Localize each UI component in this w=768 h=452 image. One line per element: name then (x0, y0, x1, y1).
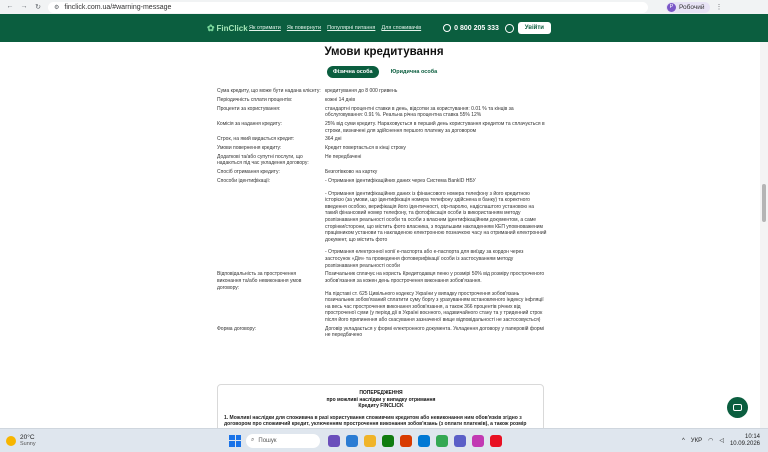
terms-row (217, 326, 547, 339)
tab-individual[interactable]: Фізична особа (327, 66, 379, 78)
search-icon: ⌕ (251, 437, 255, 443)
term-value: Безготівково на картку (325, 169, 378, 176)
tab-legal-entity[interactable]: Юридична особа (390, 69, 438, 75)
warning-subtitle: про можливі наслідки у випадку отримання (326, 396, 436, 403)
clock-date: 10.09.2026 (729, 440, 760, 447)
terms-row (217, 88, 547, 95)
page-title: Умови кредитування (324, 46, 444, 58)
term-label: Умови повернення кредиту: (217, 145, 282, 152)
address-url: finclick.com.ua/#warning-message (64, 3, 172, 11)
language-indicator[interactable]: УКР (690, 437, 703, 444)
app-icon[interactable] (490, 435, 502, 447)
sun-icon (6, 436, 16, 446)
back-icon[interactable]: ← (6, 3, 14, 10)
terms-row (217, 136, 547, 143)
term-label: Періодичність сплати процентів: (217, 96, 293, 103)
main-menu (249, 25, 421, 31)
folder-icon[interactable] (364, 435, 376, 447)
login-button[interactable]: Увійти (518, 22, 551, 34)
phone-number: 0 800 205 333 (454, 24, 499, 32)
avatar: Р (667, 3, 676, 12)
app-icon[interactable] (418, 435, 430, 447)
term-label: Відповідальність за прострочення виконання та/або невиконання умов договору: (217, 271, 302, 291)
page-content (0, 42, 768, 428)
app-icon[interactable] (382, 435, 394, 447)
system-tray (682, 434, 760, 448)
terms-row (217, 97, 547, 104)
menu-for-consumers[interactable]: Для споживачів (381, 25, 422, 31)
app-icon[interactable] (454, 435, 466, 447)
forward-icon[interactable]: → (20, 3, 28, 10)
term-label: Форма договору: (217, 325, 257, 332)
terms-row (217, 169, 547, 176)
app-icon[interactable] (328, 435, 340, 447)
weather-status: Sunny (20, 441, 36, 447)
term-value: 25% від суми кредиту. Нараховується в перший день користування кредитом та сплачується в строки, визначені для здійснення першого платежу за договором (325, 120, 545, 134)
warning-title: ПОПЕРЕДЖЕННЯ (359, 390, 403, 396)
taskbar (0, 428, 768, 452)
app-icon[interactable] (472, 435, 484, 447)
taskbar-apps (328, 435, 502, 447)
term-label: Комісія за надання кредиту: (217, 120, 282, 127)
clock-time: 10:14 (744, 433, 760, 440)
term-label: Спосіб отримання кредиту: (217, 169, 280, 176)
chat-icon (733, 404, 742, 411)
term-value: стандартні процентні ставки в день, відсотки за користування: 0.01 % та кінців за обслуговування: 0.91 %. Реальна річна процентна ставка 55% 12% (325, 105, 514, 119)
person-type-tabs (327, 66, 443, 78)
search-placeholder: Пошук (258, 437, 277, 444)
site-logo[interactable] (207, 23, 247, 34)
term-value: Кредит повертається в кінці строку (325, 145, 406, 152)
logo-text: FinClick (216, 23, 248, 33)
menu-faq[interactable]: Популярні питання (327, 25, 376, 31)
menu-how-to-get[interactable]: Як отримати (249, 25, 281, 31)
chat-button[interactable] (727, 397, 748, 418)
browser-menu-icon[interactable]: ⋮ (715, 4, 723, 11)
site-info-icon[interactable]: ⚙ (54, 4, 60, 11)
term-value: 364 дні (325, 136, 342, 143)
term-label: Додаткові та/або супутні послуги, що надаються під час укладення договору: (217, 153, 309, 167)
chevron-up-icon[interactable]: ^ (681, 437, 685, 444)
term-value: - Отримання ідентифікаційних даних через Система BankID НБУ (325, 178, 476, 185)
phone-link[interactable] (443, 24, 499, 32)
term-value: - Отримання електронної копії е-паспорта або е-паспорта для виїзду за кордон через застосунок «Дія» та проведення фотоверифікації особи із застосуванням методу розпізнавання реальності особи (325, 249, 524, 269)
profile-button[interactable] (666, 2, 710, 13)
windows-start-icon[interactable] (229, 435, 241, 447)
terms-row (217, 271, 547, 323)
app-icon[interactable] (400, 435, 412, 447)
phone-icon (443, 24, 451, 32)
scrollbar-thumb[interactable] (762, 184, 766, 222)
terms-row (217, 154, 547, 167)
logo-icon: ✿ (207, 22, 215, 33)
wifi-icon[interactable]: ◠ (708, 438, 714, 444)
chrome-icon[interactable] (436, 435, 448, 447)
term-value: На підставі ст. 625 Цивільного кодексу України у випадку прострочення зобов'язань позичальник зобов'язаний сплатити суму боргу з урахуванням встановленого індексу інфляції на весь час прострочення виконання зобов'язання, а також 366 процентів річних від простроченої суми (у період дії в Україні воєнного, надзвичайного стану та у триденний строк після його припинення або скасування зазначеної вище відповідальності не застосовується) (325, 290, 544, 323)
menu-how-to-repay[interactable]: Як повернути (286, 25, 322, 31)
globe-icon[interactable] (505, 24, 514, 33)
scrollbar-track[interactable] (760, 42, 768, 428)
terms-row (217, 106, 547, 119)
term-label: Сума кредиту, що може бути надана клієнту: (217, 88, 321, 94)
term-value: Договір укладається у формі електронного документа. Укладення договору у паперовій формі не передбачено (325, 325, 545, 339)
term-value: - Отримання ідентифікаційних даних із фінансового номера телефону з його кредитною історією (за умови, що ідентифікація номера телефону здійснена в банку) та коректного введення особою, верифікація його ідентичності, otp-паролю, надіслаштого установою на такий фінансовий номер телефону, та фотофіксація особи із використанням методу розпізнавання реальності особи та особи з власним ідентифікаційним документом, а саме сторінки/сторони, що містить фото власника, з подальшим накладенням КЕП уповноваженим працівником установи та накладеною електронною позначкою часу на отриманий електронний документ, що містить фото (325, 190, 547, 243)
term-value: Позичальник сплачує на користь Кредитодавця пеню у розмірі 50% від розміру простроченого зобов'язання за кожен день прострочення виконання зобов'язання. (325, 271, 545, 284)
address-bar[interactable] (48, 2, 648, 13)
clock[interactable] (730, 434, 760, 448)
term-label: Способи ідентифікації: (217, 178, 271, 185)
profile-name: Робочий (679, 3, 705, 11)
terms-row (217, 178, 547, 269)
term-value: Не передбачені (325, 153, 362, 160)
terms-row (217, 121, 547, 134)
weather-widget[interactable] (6, 434, 86, 447)
browser-toolbar (0, 0, 768, 14)
term-label: Проценти за користування: (217, 105, 281, 112)
term-value: кожні 14 днів (325, 96, 355, 103)
app-icon[interactable] (346, 435, 358, 447)
browser-nav (0, 3, 48, 11)
site-header (0, 14, 768, 42)
weather-temp: 20°C (20, 434, 35, 441)
term-label: Строк, на який видається кредит: (217, 136, 295, 143)
warning-company: Кредиту FINCLICK (358, 403, 404, 409)
term-value: кредитування до 8 000 гривень (325, 88, 398, 94)
taskbar-search[interactable] (246, 434, 320, 448)
terms-table (217, 88, 547, 341)
reload-icon[interactable]: ↻ (35, 4, 41, 11)
warning-box (217, 384, 544, 428)
warning-item-1: 1. Можливі наслідки для споживача в разі користування споживчим кредитом або невиконання ним обов'язків згідно з договором про споживчий кредит, уключенням прострочення виконання зобов'язань (з оплати платежів), а також розмір (224, 414, 527, 427)
volume-icon[interactable]: ◁ (719, 438, 724, 444)
terms-row (217, 145, 547, 152)
